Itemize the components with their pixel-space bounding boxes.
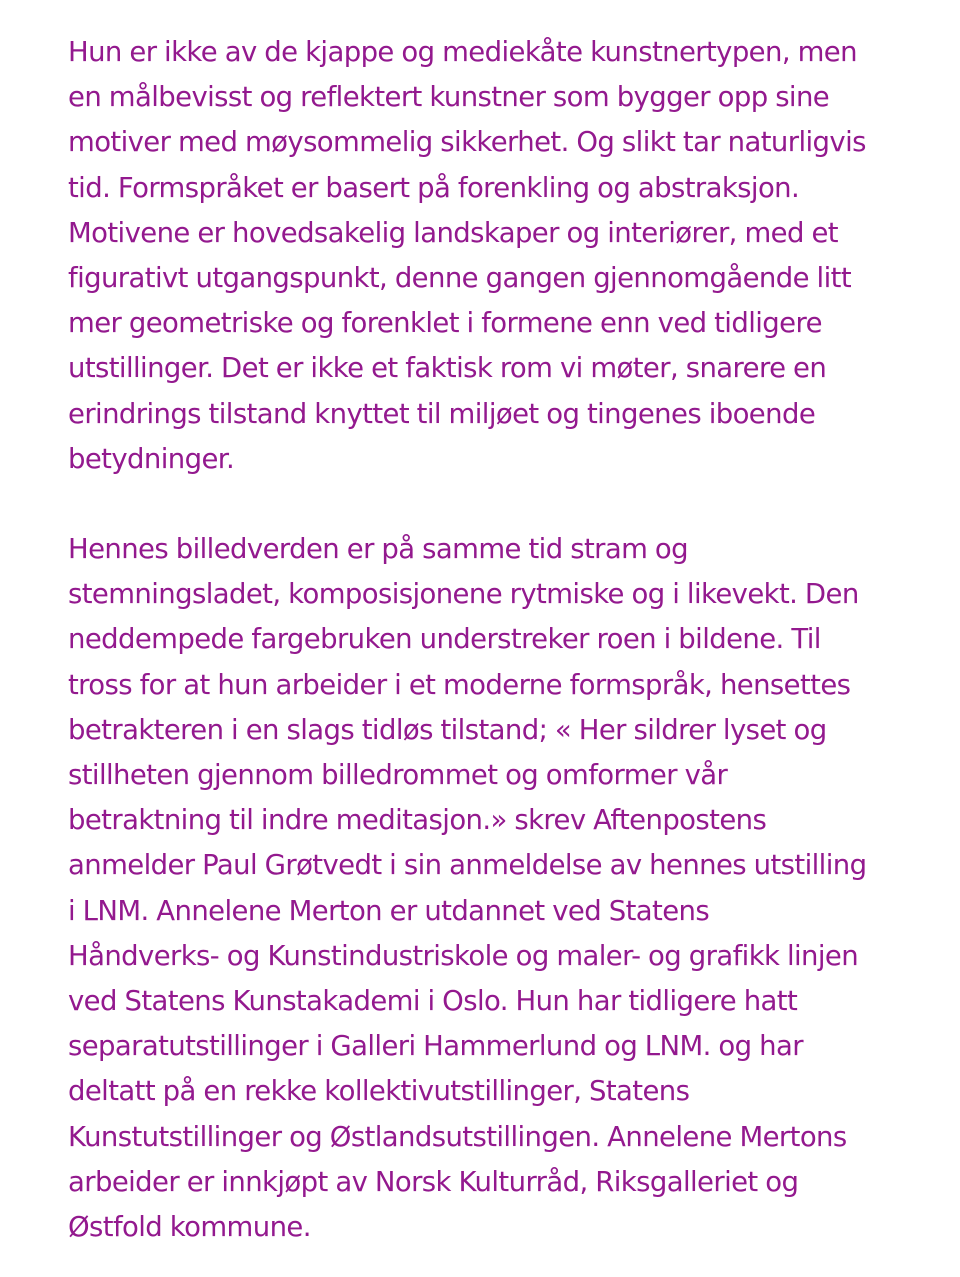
text-line: figurativt utgangspunkt, denne gangen gjennomgående litt [68, 262, 852, 295]
paragraph-2 [68, 527, 918, 1250]
text-line: motiver med møysommelig sikkerhet. Og slikt tar naturligvis [68, 126, 866, 159]
text-line: Kunstutstillinger og Østlandsutstillingen. Annelene Mertons [68, 1120, 847, 1153]
article-body [68, 30, 918, 1250]
text-line: anmelder Paul Grøtvedt i sin anmeldelse av hennes utstilling [68, 849, 867, 882]
text-line: arbeider er innkjøpt av Norsk Kulturråd, Riksgalleriet og [68, 1165, 799, 1198]
text-line: Motivene er hovedsakelig landskaper og interiører, med et [68, 216, 838, 249]
text-line: ved Statens Kunstakademi i Oslo. Hun har tidligere hatt [68, 985, 798, 1018]
text-line: stillheten gjennom billedrommet og omformer vår [68, 759, 728, 792]
text-line: tross for at hun arbeider i et moderne formspråk, hensettes [68, 668, 851, 701]
text-line: en målbevisst og reflektert kunstner som bygger opp sine [68, 81, 830, 114]
text-line: stemningsladet, komposisjonene rytmiske og i likevekt. Den [68, 578, 859, 611]
text-line: Hun er ikke av de kjappe og mediekåte kunstnertypen, men [68, 36, 857, 68]
text-line: separatutstillinger i Galleri Hammerlund og LNM. og har [68, 1030, 803, 1063]
text-line: utstillinger. Det er ikke et faktisk rom vi møter, snarere en [68, 352, 827, 385]
text-line: i LNM. Annelene Merton er utdannet ved Statens [68, 894, 710, 927]
text-line: deltatt på en rekke kollektivutstillinger, Statens [68, 1075, 690, 1108]
text-line: Hennes billedverden er på samme tid stram og [68, 533, 688, 566]
text-line: betraktning til indre meditasjon.» skrev Aftenpostens [68, 804, 767, 837]
text-line: mer geometriske og forenklet i formene enn ved tidligere [68, 307, 822, 340]
text-line: betydninger. [68, 442, 235, 475]
text-line: tid. Formspråket er basert på forenkling og abstraksjon. [68, 171, 800, 204]
text-line: Østfold kommune. [68, 1211, 311, 1244]
paragraph-1 [68, 30, 918, 482]
text-line: neddempede fargebruken understreker roen i bildene. Til [68, 623, 821, 656]
text-line: Håndverks- og Kunstindustriskole og maler- og grafikk linjen [68, 939, 859, 972]
text-line: betrakteren i en slags tidløs tilstand; « Her sildrer lyset og [68, 713, 827, 746]
text-line: erindrings tilstand knyttet til miljøet og tingenes iboende [68, 397, 816, 430]
